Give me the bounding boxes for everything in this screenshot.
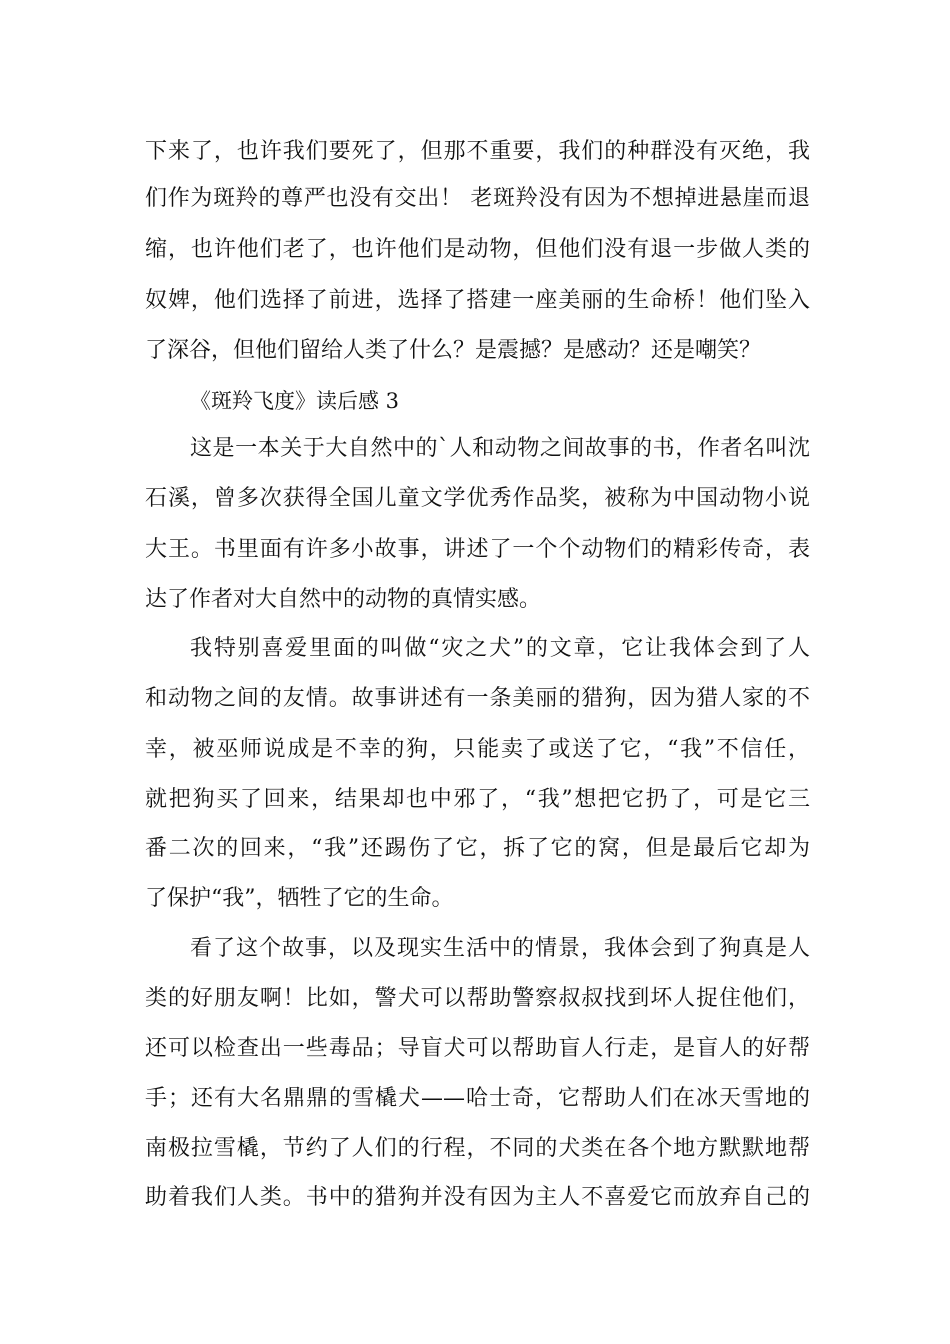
section-heading: 《斑羚飞度》读后感 3 [190, 389, 400, 413]
paragraph-3-line-4: 就把狗买了回来，结果却也中邪了，“我”想把它扔了，可是它三 [145, 787, 810, 812]
paragraph-1-line-5: 了深谷，但他们留给人类了什么？是震撼？是感动？还是嘲笑？ [145, 338, 762, 363]
paragraph-4-line-5: 南极拉雪橇，节约了人们的行程，不同的犬类在各个地方默默地帮 [145, 1136, 810, 1161]
paragraph-3-line-1: 我特别喜爱里面的叫做“灾之犬”的文章，它让我体会到了人 [190, 636, 810, 661]
paragraph-2-line-4: 达了作者对大自然中的动物的真情实感。 [145, 587, 542, 612]
paragraph-3-line-3: 幸，被巫师说成是不幸的狗，只能卖了或送了它，“我”不信任， [145, 737, 810, 762]
paragraph-1-line-4: 奴婢，他们选择了前进，选择了搭建一座美丽的生命桥！他们坠入 [145, 288, 810, 313]
paragraph-4-line-4: 手；还有大名鼎鼎的雪橇犬——哈士奇，它帮助人们在冰天雪地的 [145, 1086, 810, 1111]
paragraph-4-line-1: 看了这个故事，以及现实生活中的情景，我体会到了狗真是人 [190, 936, 810, 961]
paragraph-1-line-2: 们作为斑羚的尊严也没有交出！ 老斑羚没有因为不想掉进悬崖而退 [145, 186, 810, 211]
paragraph-4-line-2: 类的好朋友啊！比如，警犬可以帮助警察叔叔找到坏人捉住他们， [145, 986, 810, 1011]
paragraph-2-line-3: 大王。书里面有许多小故事，讲述了一个个动物们的精彩传奇，表 [145, 537, 810, 562]
paragraph-4-line-6: 助着我们人类。书中的猎狗并没有因为主人不喜爱它而放弃自己的 [145, 1185, 810, 1210]
paragraph-1-line-1: 下来了，也许我们要死了，但那不重要，我们的种群没有灭绝，我 [145, 139, 810, 164]
paragraph-3-line-2: 和动物之间的友情。故事讲述有一条美丽的猎狗，因为猎人家的不 [145, 686, 810, 711]
paragraph-2-line-2: 石溪，曾多次获得全国儿童文学优秀作品奖，被称为中国动物小说 [145, 486, 810, 511]
paragraph-2-line-1: 这是一本关于大自然中的`人和动物之间故事的书，作者名叫沈 [190, 436, 810, 461]
paragraph-4-line-3: 还可以检查出一些毒品；导盲犬可以帮助盲人行走，是盲人的好帮 [145, 1036, 810, 1061]
paragraph-1-line-3: 缩，也许他们老了，也许他们是动物，但他们没有退一步做人类的 [145, 237, 810, 262]
paragraph-3-line-6: 了保护“我”，牺牲了它的生命。 [145, 886, 454, 911]
paragraph-3-line-5: 番二次的回来，“我”还踢伤了它，拆了它的窝，但是最后它却为 [145, 836, 810, 861]
